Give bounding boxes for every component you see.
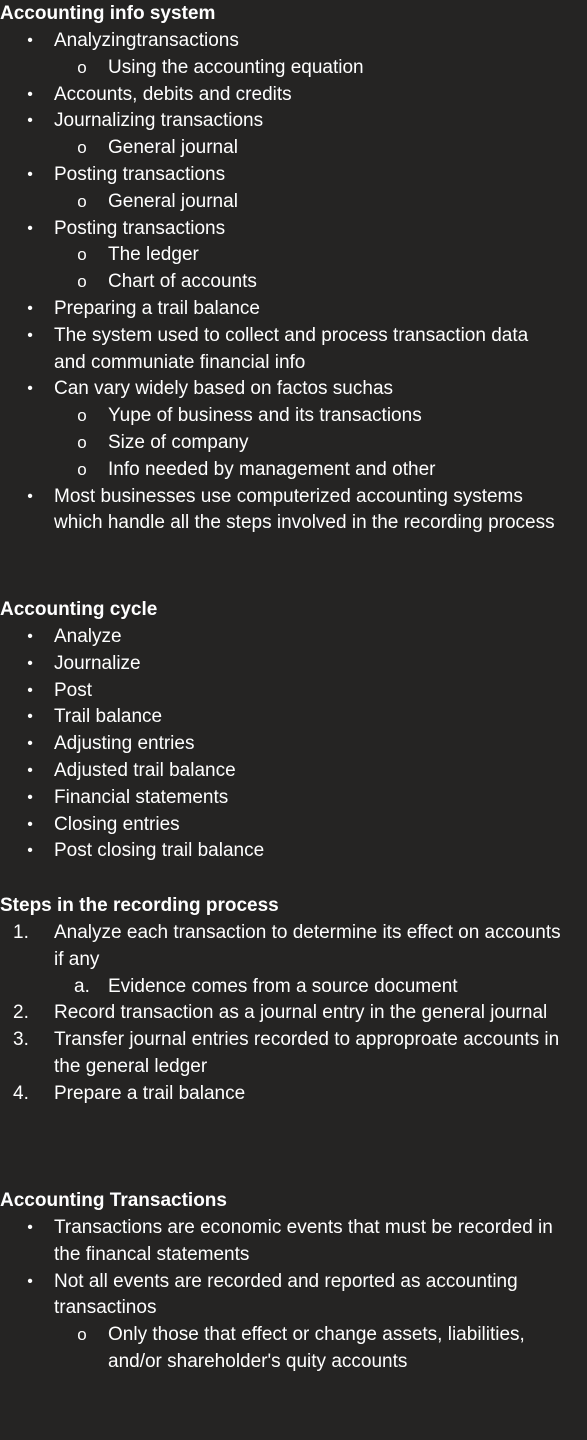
- list-item: [0, 812, 564, 839]
- item-text: Accounts, debits and credits: [54, 83, 292, 105]
- list-item: [0, 1269, 564, 1323]
- bullet-marker: •: [27, 735, 33, 753]
- numbered-item: [0, 1081, 564, 1108]
- item-text: Not all events are recorded and reported as accounting transactinos: [54, 1270, 518, 1319]
- bullet-marker: •: [27, 165, 33, 183]
- item-text: Adjusted trail balance: [54, 759, 236, 781]
- list-item: [0, 1215, 564, 1269]
- numbered-item: [0, 1027, 564, 1081]
- sub-list-item: [0, 457, 558, 484]
- list-item: [0, 758, 564, 785]
- sub-list-item: [0, 189, 558, 216]
- item-text: General journal: [108, 190, 238, 212]
- section-recording-steps: [0, 893, 587, 1108]
- section-heading: Accounting cycle: [0, 599, 158, 620]
- item-text: Adjusting entries: [54, 733, 195, 755]
- bullet-marker: •: [27, 1219, 33, 1236]
- section-heading: Accounting Transactions: [0, 1190, 227, 1211]
- sub-list-item: [0, 242, 558, 269]
- item-text: Can vary widely based on factos suchas: [54, 378, 394, 400]
- list-item: [0, 704, 564, 731]
- item-text: Analyze: [54, 626, 122, 647]
- item-text: Evidence comes from a source document: [108, 975, 458, 997]
- item-text: Chart of accounts: [108, 271, 257, 293]
- circle-marker: o: [77, 1325, 87, 1345]
- list-item: [0, 678, 564, 705]
- list-item: [0, 731, 564, 758]
- list-item: [0, 838, 564, 865]
- item-text: Posting transactions: [54, 217, 226, 239]
- bullet-marker: •: [27, 380, 33, 398]
- item-text: Only those that effect or change assets, liabilities, and/or shareholder's quity accounts: [108, 1324, 525, 1372]
- item-text: Analyze each transaction to determine its effect on accounts if any: [54, 922, 561, 970]
- item-text: Info needed by management and other: [108, 458, 436, 480]
- bullet-marker: •: [27, 815, 33, 833]
- number-marker: 4.: [13, 1082, 29, 1104]
- item-text: General journal: [108, 137, 238, 159]
- numbered-item: [0, 920, 564, 974]
- item-text: Journalize: [54, 652, 141, 674]
- bullet-marker: •: [27, 788, 33, 806]
- letter-marker: a.: [74, 975, 90, 997]
- list-item: [0, 162, 564, 189]
- sub-list-item: [0, 403, 558, 430]
- circle-marker: o: [77, 406, 87, 426]
- item-text: Journalizing transactions: [54, 110, 264, 132]
- item-text: Analyzingtransactions: [54, 30, 239, 51]
- item-text: Trail balance: [54, 706, 163, 728]
- circle-marker: o: [77, 138, 87, 158]
- list-item: [0, 323, 564, 377]
- bullet-marker: •: [27, 761, 33, 779]
- circle-marker: o: [77, 191, 87, 211]
- list-item: [0, 484, 564, 538]
- circle-marker: o: [77, 57, 87, 77]
- bullet-marker: •: [27, 219, 33, 237]
- circle-marker: o: [77, 245, 87, 265]
- bullet-marker: •: [27, 1272, 33, 1290]
- section-accounting-info-system: [0, 1, 587, 537]
- sub-list-item: [0, 1322, 558, 1376]
- item-text: Using the accounting equation: [108, 56, 364, 78]
- bullet-marker: •: [27, 112, 33, 130]
- list-item: [0, 624, 564, 651]
- sub-list-item: [0, 269, 558, 296]
- sub-list-item: [0, 430, 558, 457]
- item-text: Most businesses use computerized accounting systems which handle all the steps involved in the recording process: [54, 485, 555, 534]
- lettered-sub-item: [0, 974, 558, 1001]
- item-text: Size of company: [108, 431, 249, 453]
- sub-list-item: [0, 55, 558, 82]
- list-item: [0, 376, 564, 403]
- item-text: Transactions are economic events that must be recorded in the financal statements: [54, 1217, 553, 1265]
- item-text: Posting transactions: [54, 163, 226, 185]
- list-item: [0, 28, 564, 55]
- section-heading: Accounting info system: [0, 3, 216, 24]
- item-text: The system used to collect and process transaction data and communiate financial info: [54, 324, 529, 373]
- circle-marker: o: [77, 459, 87, 479]
- sub-list-item: [0, 135, 558, 162]
- list-item: [0, 82, 564, 109]
- bullet-marker: •: [27, 299, 33, 317]
- item-text: Post closing trail balance: [54, 840, 265, 862]
- circle-marker: o: [77, 432, 87, 452]
- bullet-marker: •: [27, 32, 33, 49]
- section-accounting-cycle: [0, 597, 587, 865]
- item-text: Prepare a trail balance: [54, 1082, 246, 1104]
- circle-marker: o: [77, 272, 87, 292]
- bullet-marker: •: [27, 681, 33, 699]
- item-text: Transfer journal entries recorded to approproate accounts in the general ledger: [54, 1029, 560, 1077]
- bullet-marker: •: [27, 85, 33, 103]
- list-item: [0, 651, 564, 678]
- item-text: Yupe of business and its transactions: [108, 405, 422, 427]
- section-accounting-transactions: [0, 1188, 587, 1376]
- item-text: Post: [54, 679, 93, 701]
- bullet-marker: •: [27, 628, 33, 645]
- number-marker: 3.: [13, 1029, 29, 1051]
- list-item: [0, 216, 564, 243]
- item-text: Financial statements: [54, 786, 229, 808]
- bullet-marker: •: [27, 487, 33, 505]
- list-item: [0, 296, 564, 323]
- section-heading: Steps in the recording process: [0, 895, 279, 916]
- item-text: Record transaction as a journal entry in the general journal: [54, 1002, 548, 1024]
- item-text: Closing entries: [54, 813, 180, 835]
- numbered-item: [0, 1000, 564, 1027]
- bullet-marker: •: [27, 326, 33, 344]
- list-item: [0, 108, 564, 135]
- item-text: The ledger: [108, 244, 199, 266]
- bullet-marker: •: [27, 842, 33, 860]
- item-text: Preparing a trail balance: [54, 297, 260, 319]
- bullet-marker: •: [27, 708, 33, 726]
- list-item: [0, 785, 564, 812]
- number-marker: 2.: [13, 1002, 29, 1024]
- bullet-marker: •: [27, 654, 33, 672]
- number-marker: 1.: [13, 922, 29, 943]
